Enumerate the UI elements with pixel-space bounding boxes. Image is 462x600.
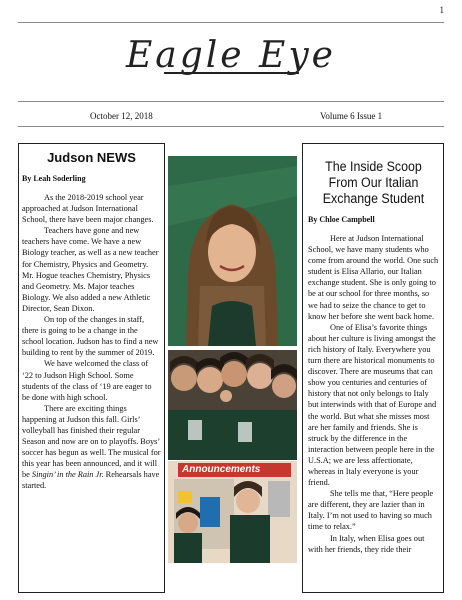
portrait-photo bbox=[168, 156, 297, 346]
paragraph: In Italy, when Elisa goes out with her friends, they ride their bbox=[308, 533, 425, 554]
article-italian-exchange bbox=[302, 143, 444, 593]
paragraph: Here at Judson International School, we have many students who come from around the world. One such student is Elisa Allario, our Italian exchange student. She is only going to be at our school for three months, so we had to seize the chance to get to know her before she went back home. bbox=[308, 234, 439, 321]
article-judson-news bbox=[18, 143, 165, 593]
closing-sentence: Rehearsals have started. bbox=[22, 470, 160, 491]
musical-title: Singin’ in the Rain Jr. bbox=[31, 470, 104, 480]
page-number: 1 bbox=[439, 5, 444, 15]
article-title: The Inside Scoop From Our Italian Exchange Student bbox=[322, 159, 425, 206]
paragraph: We have welcomed the class of ‘22 to Judson High School. Some students of the class of ‘19 are eager to be done with high school. bbox=[22, 359, 152, 402]
announcements-photo bbox=[168, 461, 297, 563]
dateline-top-rule bbox=[18, 101, 444, 102]
article-byline: By Leah Soderling bbox=[22, 174, 86, 183]
dateline-bottom-rule bbox=[18, 126, 444, 127]
issue-date: October 12, 2018 bbox=[90, 111, 153, 121]
announcements-sign: Announcements bbox=[178, 463, 291, 477]
issue-volume: Volume 6 Issue 1 bbox=[320, 111, 383, 121]
paragraph-text: There are exciting things happening at Judson this fall. Girls’ volleyball has finished their regular Season and now are on to playoffs. Boys’ soccer has begun as well. The musical for this year has been announced, and it will be bbox=[22, 403, 161, 480]
paragraph bbox=[22, 403, 161, 492]
article-body bbox=[22, 192, 161, 492]
paragraph: She tells me that, “Here people are different, they are lazier than in Italy. I’m not used to having so much time to relax.” bbox=[308, 489, 434, 532]
paragraph: As the 2018-2019 school year approached at Judson International School, there have been major changes. bbox=[22, 193, 154, 225]
paragraph: One of Elisa’s favorite things about her culture is living amongst the rich history of Italy. Everywhere you turn there are historical monuments to discover. There are museums that can show you centuries and centuries of history that not only belongs to Italy but interwinds with that of Europe and the world. But what she misses most are her family and friends. She is struck by the difference in the interaction between people here in the U.S.A; we are less affectionate, whereas in Italy everyone is your friend. bbox=[308, 322, 437, 488]
group-selfie-photo bbox=[168, 350, 297, 460]
article-byline: By Chloe Campbell bbox=[308, 215, 375, 224]
top-rule bbox=[18, 22, 444, 23]
article-body bbox=[308, 233, 439, 555]
paragraph: On top of the changes in staff, there is going to be a change in the school location. Judson has to find a new building to rent by the summer of 2019. bbox=[22, 315, 159, 358]
masthead-title: Eagle Eye bbox=[126, 35, 336, 76]
paragraph: Teachers have gone and new teachers have come. We have a new Biology teacher, as well as a new teacher for Chemistry, Physics and Geometry. Mr. Hogue teaches Chemistry, Physics and Geometry. Ms. Major teaches Biology. We also added a new Athletic Director, Sean Dixon. bbox=[22, 226, 159, 313]
masthead-underline bbox=[164, 72, 299, 74]
article-title: Judson NEWS bbox=[47, 150, 136, 165]
